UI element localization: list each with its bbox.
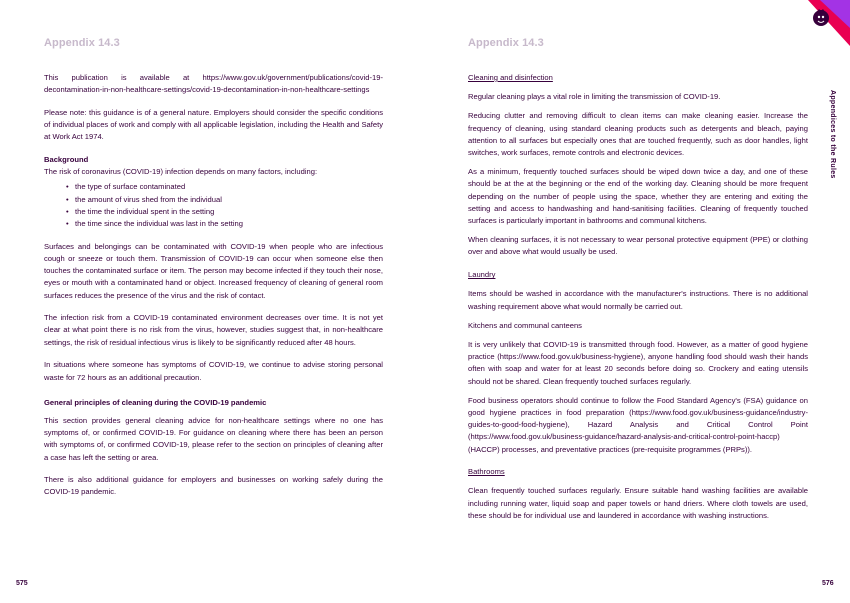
left-appendix-header: Appendix 14.3 bbox=[44, 37, 120, 49]
left-text-column bbox=[44, 72, 383, 499]
list-item: • the time the individual spent in the setting bbox=[66, 206, 383, 218]
food-transmission-paragraph: It is very unlikely that COVID-19 is transmitted through food. However, as a matter of good hygiene practice (https://www.food.gov.uk/business-hygiene), anyone handling food should wash their hands often with soap and water for at least 20 seconds before doing so. Crockery and eating utensils should not be shared. Clean frequently touched surfaces regularly. bbox=[468, 339, 808, 386]
right-text-column bbox=[468, 72, 808, 522]
side-section-label: Appendices to the Rules bbox=[829, 90, 836, 179]
principles-heading: General principles of cleaning during the COVID-19 pandemic bbox=[44, 397, 267, 407]
additional-guidance-paragraph: There is also additional guidance for employers and businesses on working safely during the COVID-19 pandemic. bbox=[44, 475, 383, 497]
right-page bbox=[468, 0, 808, 603]
principles-paragraph: This section provides general cleaning advice for non-healthcare settings where no one has symptoms of, or confirmed COVID-19. For guidance on cleaning where there has been an person with symptoms of, or confirmed COVID-19, please refer to the section on principles of cleaning after a case has left the setting or area. bbox=[44, 415, 383, 462]
cleaning-heading: Cleaning and disinfection bbox=[468, 73, 553, 82]
right-appendix-header: Appendix 14.3 bbox=[468, 37, 544, 49]
personal-waste-paragraph: In situations where someone has symptoms of COVID-19, we continue to advise storing personal waste for 72 hours as an additional precaution. bbox=[44, 360, 383, 382]
background-intro: The risk of coronavirus (COVID-19) infection depends on many factors, including: bbox=[44, 167, 318, 177]
list-item: • the type of surface contaminated bbox=[66, 181, 383, 193]
ppe-paragraph: When cleaning surfaces, it is not necessary to wear personal protective equipment (PPE) or clothing over and above what would usually be used. bbox=[468, 235, 808, 257]
contamination-paragraph: Surfaces and belongings can be contaminated with COVID-19 when people who are infectious cough or sneeze or touch them. Transmission of COVID-19 can occur when someone else then touches the contaminated surface or item. The person may become infected if they touch their nose, eyes or mouth with a contaminated hand or object. Increased frequency of cleaning of general room surfaces reduces the presence of the virus and the risk of contact. bbox=[44, 241, 383, 300]
minimum-cleaning-paragraph: As a minimum, frequently touched surfaces should be wiped down twice a day, and one of these should be at the at the beginning or the end of the working day. Cleaning should be more frequent depending on the number of people using the space, whether they are entering and exiting the setting and access to handwashing and hand-sanitising facilities. Cleaning of frequently touched surfaces is particularly important in bathrooms and communal kitchens. bbox=[468, 167, 808, 226]
laundry-heading: Laundry bbox=[468, 270, 496, 280]
list-item: • the time since the individual was last in the setting bbox=[66, 218, 383, 230]
left-page-number: 575 bbox=[16, 580, 28, 587]
background-heading: Background bbox=[44, 155, 89, 165]
cleaning-intro: Regular cleaning plays a vital role in limiting the transmission of COVID-19. bbox=[468, 92, 721, 102]
kitchens-heading: Kitchens and communal canteens bbox=[468, 320, 582, 330]
right-page-number: 576 bbox=[822, 580, 834, 587]
bathrooms-heading: Bathrooms bbox=[468, 467, 505, 477]
clutter-paragraph: Reducing clutter and removing difficult to clean items can make cleaning easier. Increase the frequency of cleaning, using standard cleaning products such as detergents and bleach, paying attention to all surfaces but especially ones that are touched frequently, such as door handles, light switches, work surfaces, remote controls and electronic devices. bbox=[468, 111, 808, 158]
list-item: • the amount of virus shed from the individual bbox=[66, 194, 383, 206]
laundry-paragraph: Items should be washed in accordance with the manufacturer's instructions. There is no additional washing requirement above what would normally be carried out. bbox=[468, 289, 808, 311]
bathrooms-paragraph: Clean frequently touched surfaces regularly. Ensure suitable hand washing facilities are available including running water, liquid soap and paper towels or hand driers. Where cloth towels are used, these should be for individual use and laundered in accordance with washing instructions. bbox=[468, 486, 808, 520]
fsa-guidance-paragraph: Food business operators should continue to follow the Food Standard Agency's (FSA) guidance on good hygiene practices in food preparation (https://www.food.gov.uk/business-guidance/industry-guides-to-good-food-hygiene), Hazard Analysis and Critical Control Point (https://www.food.gov.uk/business-guidance/hazard-analysis-and-critical-control-point-haccp) (HACCP) processes, and preventative practices (pre-requisite programmes (PRPs)). bbox=[468, 395, 808, 454]
guidance-note-paragraph: Please note: this guidance is of a general nature. Employers should consider the specific conditions of individual places of work and comply with all applicable legislation, including the Health and Safety at Work Act 1974. bbox=[44, 107, 383, 142]
publication-link-paragraph: This publication is available at https://www.gov.uk/government/publications/covid-19-decontamination-in-non-healthcare-settings/covid-19-decontamination-in-non-healthcare-settings bbox=[44, 73, 383, 95]
infection-risk-paragraph: The infection risk from a COVID-19 contaminated environment decreases over time. It is not yet clear at what point there is no risk from the virus, however, studies suggest that, in non-healthcare settings, the risk of residual infectious virus is likely to be significantly reduced after 48 hours. bbox=[44, 313, 383, 347]
lion-crest-icon bbox=[790, 0, 850, 50]
left-page bbox=[44, 0, 383, 603]
risk-factor-list bbox=[66, 181, 383, 230]
